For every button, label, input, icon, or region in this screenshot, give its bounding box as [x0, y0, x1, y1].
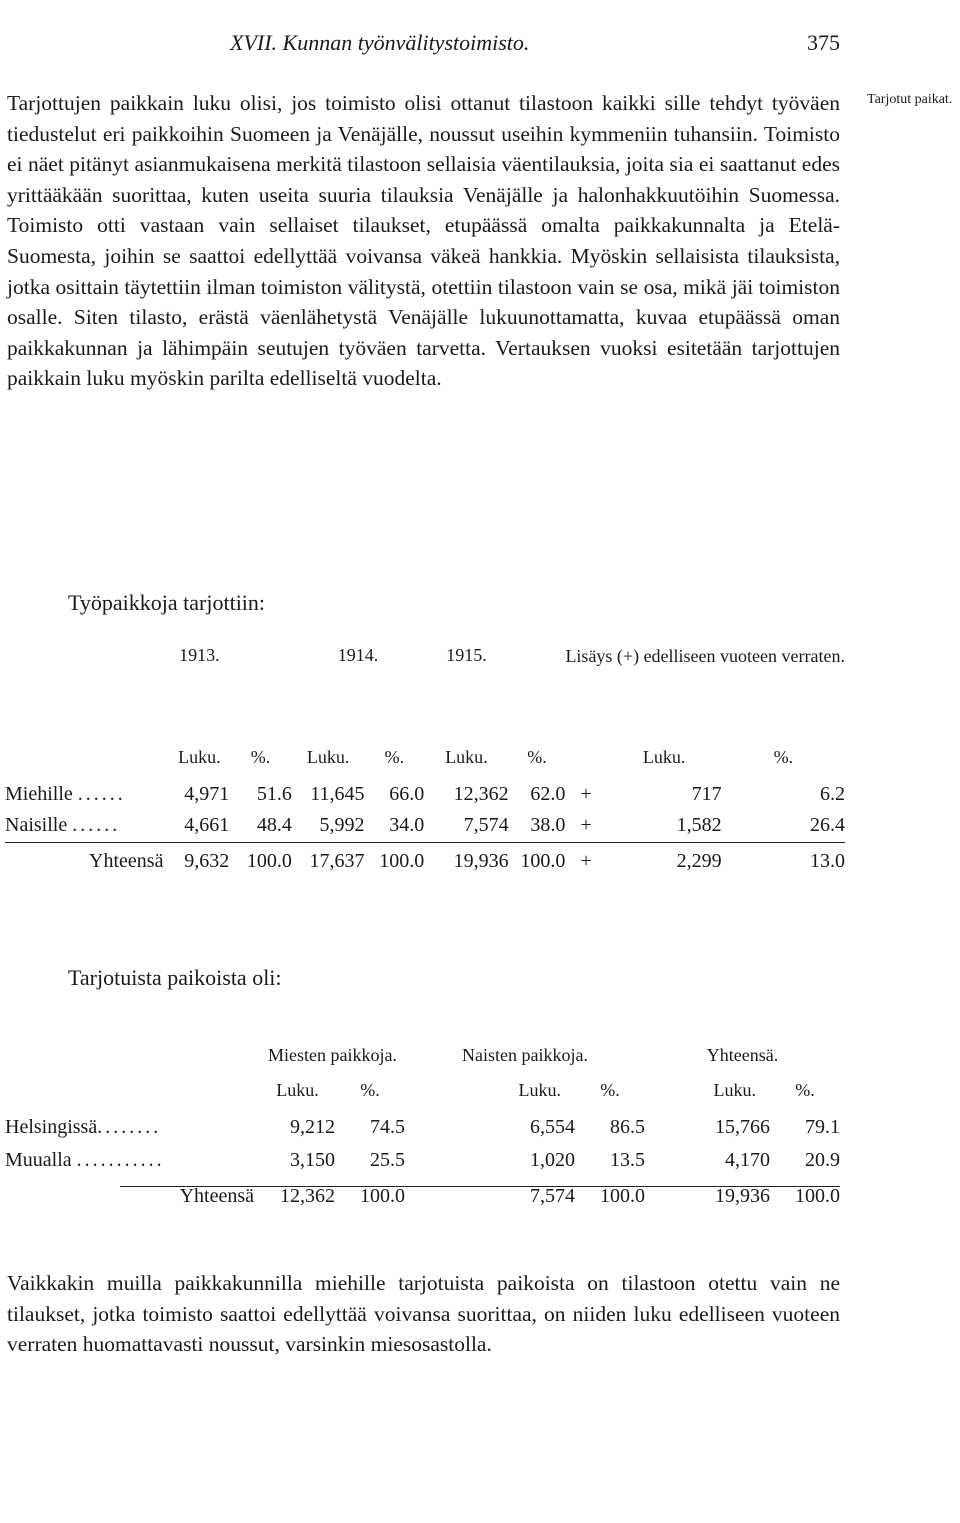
col-header: Luku.: [178, 746, 221, 767]
cell: 1,582: [676, 814, 722, 837]
cell: 79.1: [805, 1115, 840, 1138]
col-header: Luku.: [713, 1079, 756, 1100]
year-header: 1914.: [337, 645, 379, 665]
cell: 4,661: [184, 814, 230, 837]
cell: 2,299: [607, 842, 722, 880]
table2-heading: Tarjotuista paikoista oli:: [68, 965, 282, 990]
table-total-row: [5, 1176, 840, 1216]
year-header: 1913.: [179, 645, 220, 665]
table-row: [5, 810, 845, 842]
cell: 717: [691, 782, 722, 805]
cell: 25.5: [370, 1148, 405, 1171]
cell: 26.4: [810, 814, 845, 837]
table1-heading: Työpaikkoja tarjottiin:: [68, 590, 266, 615]
total-label: Yhteensä: [5, 842, 169, 880]
col-header: %.: [773, 746, 794, 767]
col-header: %.: [600, 1079, 620, 1100]
cell: 100.0: [795, 1184, 840, 1207]
cell: 15,766: [715, 1115, 770, 1138]
cell: 74.5: [370, 1115, 405, 1138]
col-header: %.: [527, 746, 547, 767]
cell: 12,362: [280, 1184, 335, 1207]
total-label: Yhteensä: [179, 1184, 254, 1207]
cell: 6.2: [820, 782, 845, 805]
group-header: Miesten paikkoja.: [268, 1044, 397, 1065]
cell: 100.0: [509, 842, 566, 880]
cell: 86.5: [610, 1115, 645, 1138]
table-row: [5, 1144, 840, 1176]
row-label: Helsingissä: [5, 1115, 98, 1138]
col-header: Luku.: [642, 746, 686, 767]
cell: 100.0: [229, 842, 292, 880]
row-label: Muualla: [5, 1148, 72, 1171]
cell: 38.0: [530, 814, 566, 837]
increase-header: Lisäys (+) edelliseen vuoteen verraten.: [565, 646, 845, 666]
running-title: XVII. Kunnan työnvälitystoimisto.: [230, 30, 530, 55]
row-label: Naisille: [5, 814, 68, 837]
leader-dots: ........: [97, 1115, 162, 1138]
group-header: Naisten paikkoja.: [462, 1044, 588, 1065]
body-paragraph-1: Tarjottujen paikkain luku olisi, jos toimisto olisi ottanut tilastoon kaikki sille tehdyt työväen tiedustelut eri paikkoihin Suomeen ja Venäjälle, noussut useihin kymmeniin tuhansiin. Toimisto ei näet pitänyt asianmukaisena merkitä tilastoon sellaisia väentilauksia, joita sia ei saattanut edes yrittääkään suorittaa, kuten useita suuria tilauksia Venäjälle ja halonhakkuutöihin Suomessa. Toimisto otti vastaan vain sellaiset tilaukset, etupäässä omalta paikkakunnalta ja Etelä-Suomesta, joihin se saattoi edellyttää voivansa väkeä hankkia. Myöskin sellaisista tilauksista, jotka osittain täytettiin ilman toimiston välitystä, otettiin tilastoon vain se osa, mikä jäi toimiston osalle. Siten tilasto, erästä väenlähetystä Venäjälle lukuunottamatta, kuvaa etupäässä oman paikkakunnan ja lähimpäin seutujen työväen tarvetta. Vertauksen vuoksi esitetään tarjottujen paikkain luku myöskin parilta edelliseltä vuodelta.: [7, 91, 840, 391]
row-label: Miehille: [5, 782, 73, 805]
cell: 9,212: [290, 1115, 335, 1138]
leader-dots: ......: [72, 814, 121, 837]
cell: 6,554: [530, 1115, 575, 1138]
col-header: %.: [795, 1079, 815, 1100]
cell: 34.0: [389, 814, 425, 837]
cell: 17,637: [292, 842, 365, 880]
cell: 19,936: [715, 1184, 770, 1207]
col-header: Luku.: [518, 1079, 561, 1100]
table-row: [5, 778, 845, 810]
cell: 7,574: [530, 1184, 575, 1207]
leader-dots: ...........: [76, 1148, 165, 1171]
cell: 66.0: [389, 782, 425, 805]
cell: 100.0: [365, 842, 425, 880]
year-header: 1915.: [446, 645, 487, 665]
cell: 13.5: [610, 1148, 645, 1171]
col-header: %.: [360, 1079, 380, 1100]
cell: 9,632: [169, 842, 229, 880]
plus-sign: +: [565, 842, 606, 880]
cell: 51.6: [256, 782, 292, 805]
col-header: Luku.: [276, 1079, 319, 1100]
body-paragraph-2: Vaikkakin muilla paikkakunnilla miehille tarjotuista paikoista on tilastoon otettu vain ne tilaukset, jotka toimisto saattoi edellyttää voivansa suorittaa, on niiden luku edelliseen vuoteen verraten huomattavasti noussut, varsinkin miesosastolla.: [7, 1271, 840, 1357]
cell: 5,992: [319, 814, 365, 837]
cell: 48.4: [256, 814, 292, 837]
table-job-offers-by-year: [5, 645, 845, 880]
col-header: %.: [384, 746, 405, 767]
cell: 11,645: [310, 782, 365, 805]
cell: 1,020: [530, 1148, 575, 1171]
leader-dots: ......: [77, 782, 126, 805]
margin-note: Tarjotut paikat.: [867, 92, 953, 107]
cell: 7,574: [463, 814, 509, 837]
col-header: Luku.: [306, 746, 350, 767]
plus-sign: +: [580, 782, 592, 805]
cell: 19,936: [424, 842, 508, 880]
cell: 4,971: [184, 782, 230, 805]
col-header: Luku.: [445, 746, 488, 767]
cell: 4,170: [725, 1148, 770, 1171]
table-offers-by-location: [5, 1040, 840, 1216]
table-row: [5, 1110, 840, 1144]
plus-sign: +: [580, 814, 592, 837]
cell: 12,362: [453, 782, 509, 805]
cell: 100.0: [360, 1184, 405, 1207]
cell: 20.9: [805, 1148, 840, 1171]
col-header: %.: [250, 746, 271, 767]
table-total-row: [5, 842, 845, 880]
cell: 62.0: [530, 782, 566, 805]
group-header: Yhteensä.: [706, 1044, 779, 1065]
cell: 3,150: [290, 1148, 335, 1171]
sum-divider: [120, 1186, 840, 1187]
cell: 13.0: [722, 842, 845, 880]
cell: 100.0: [600, 1184, 645, 1207]
page-number: 375: [807, 30, 840, 55]
